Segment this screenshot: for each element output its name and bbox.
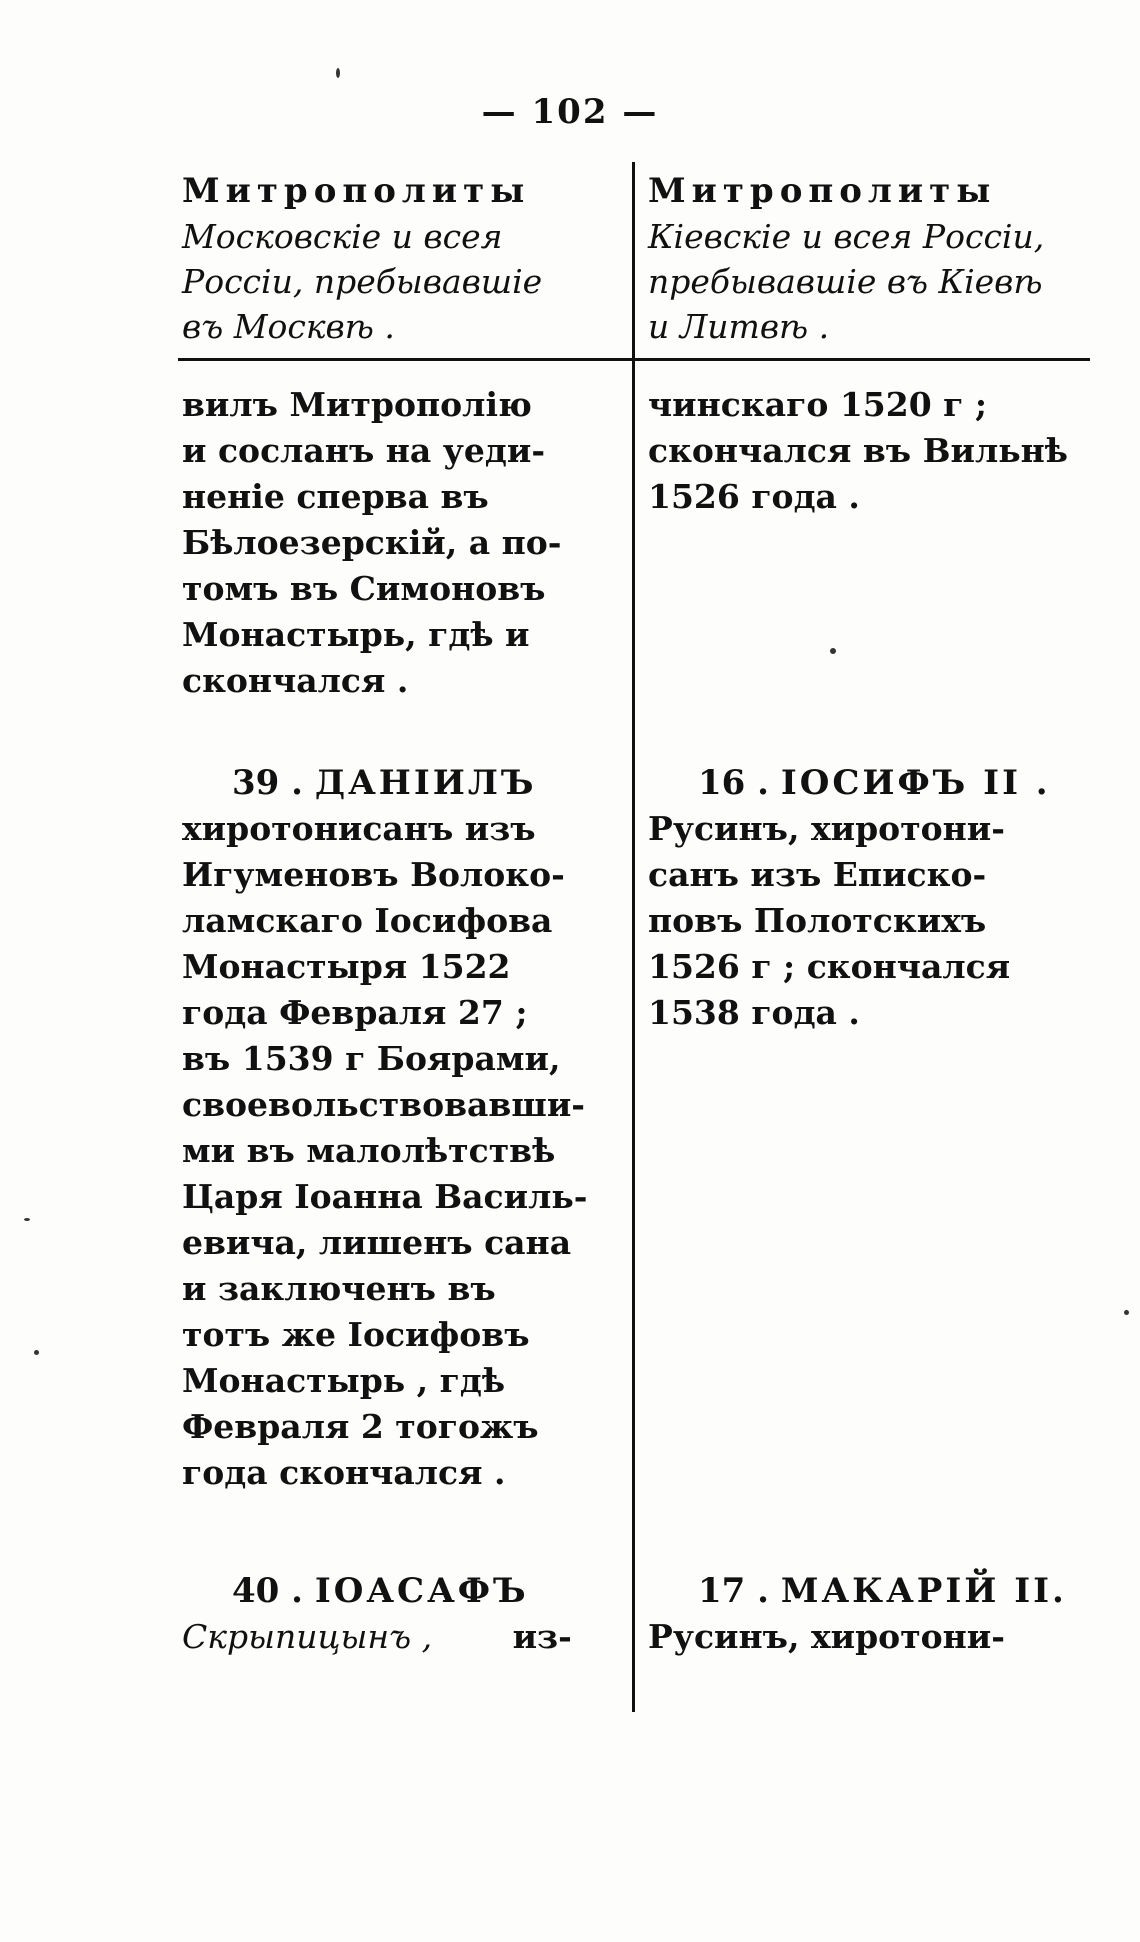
entry-heading (182, 760, 622, 806)
right-continuation (648, 382, 1088, 520)
right-continuation-text: чинскаго 1520 г ; скончался въ Вильнѣ 1526 года . (648, 385, 1068, 516)
right-header-subtitle: Кіевскіе и всея Россіи, пребывавшіе въ Кіевѣ и Литвѣ . (648, 217, 1045, 346)
page-number: — 102 — (481, 92, 659, 132)
right-entry-16 (648, 760, 1088, 1036)
left-column-header (182, 168, 622, 349)
right-header-title: Митрополиты (648, 171, 997, 211)
left-continuation-text: вилъ Митрополію и сосланъ на уеди- неніе сперва въ Бѣлоезерскій, а по- томъ въ Симоновъ Монастырь, гдѣ и скончался . (182, 385, 562, 700)
entry-text: Русинъ, хиротони- (648, 1617, 1005, 1656)
entry-number: 40 . (232, 1571, 303, 1611)
left-header-title: Митрополиты (182, 171, 531, 211)
right-column-header (648, 168, 1088, 349)
entry-heading (648, 1568, 1088, 1614)
left-header-subtitle: Московскіе и всея Россіи, пребывавшіе въ Москвѣ . (182, 217, 543, 346)
entry-number: 39 . (232, 763, 303, 803)
left-entry-40 (182, 1568, 622, 1660)
scan-speck (830, 648, 836, 654)
entry-subtitle (182, 1614, 622, 1660)
entry-text: Русинъ, хиротони- санъ изъ Еписко- повъ Полотскихъ 1526 г ; скончался 1538 года . (648, 809, 1011, 1032)
entry-heading (182, 1568, 622, 1614)
entry-number: 16 . (698, 763, 769, 803)
entry-text: хиротонисанъ изъ Игуменовъ Волоко- ламскаго Іосифова Монастыря 1522 года Февраля 27 ; въ 1539 г Боярами, своевольствовавши- ми въ малолѣтствѣ Царя Іоанна Василь- евича, лишенъ сана и заключенъ въ тотъ же Іосифовъ Монастырь , гдѣ Февраля 2 тогожъ года скончался . (182, 809, 588, 1492)
entry-name: ІОСИФЪ II . (780, 763, 1051, 803)
entry-name: МАКАРІЙ II. (780, 1571, 1067, 1611)
entry-name: ДАНІИЛЪ (314, 763, 537, 803)
entry-continuation: из- (512, 1617, 572, 1656)
scan-speck (336, 68, 340, 78)
header-rule (178, 358, 1090, 361)
entry-number: 17 . (698, 1571, 769, 1611)
entry-surname: Скрыпицынъ , (182, 1617, 433, 1656)
scan-speck (1124, 1310, 1129, 1315)
left-entry-39 (182, 760, 622, 1496)
scan-speck (34, 1350, 39, 1355)
scan-speck (24, 1218, 30, 1221)
left-continuation (182, 382, 622, 704)
column-divider (632, 162, 635, 1712)
entry-heading (648, 760, 1088, 806)
entry-name: ІОАСАФЪ (314, 1571, 529, 1611)
right-entry-17 (648, 1568, 1088, 1660)
